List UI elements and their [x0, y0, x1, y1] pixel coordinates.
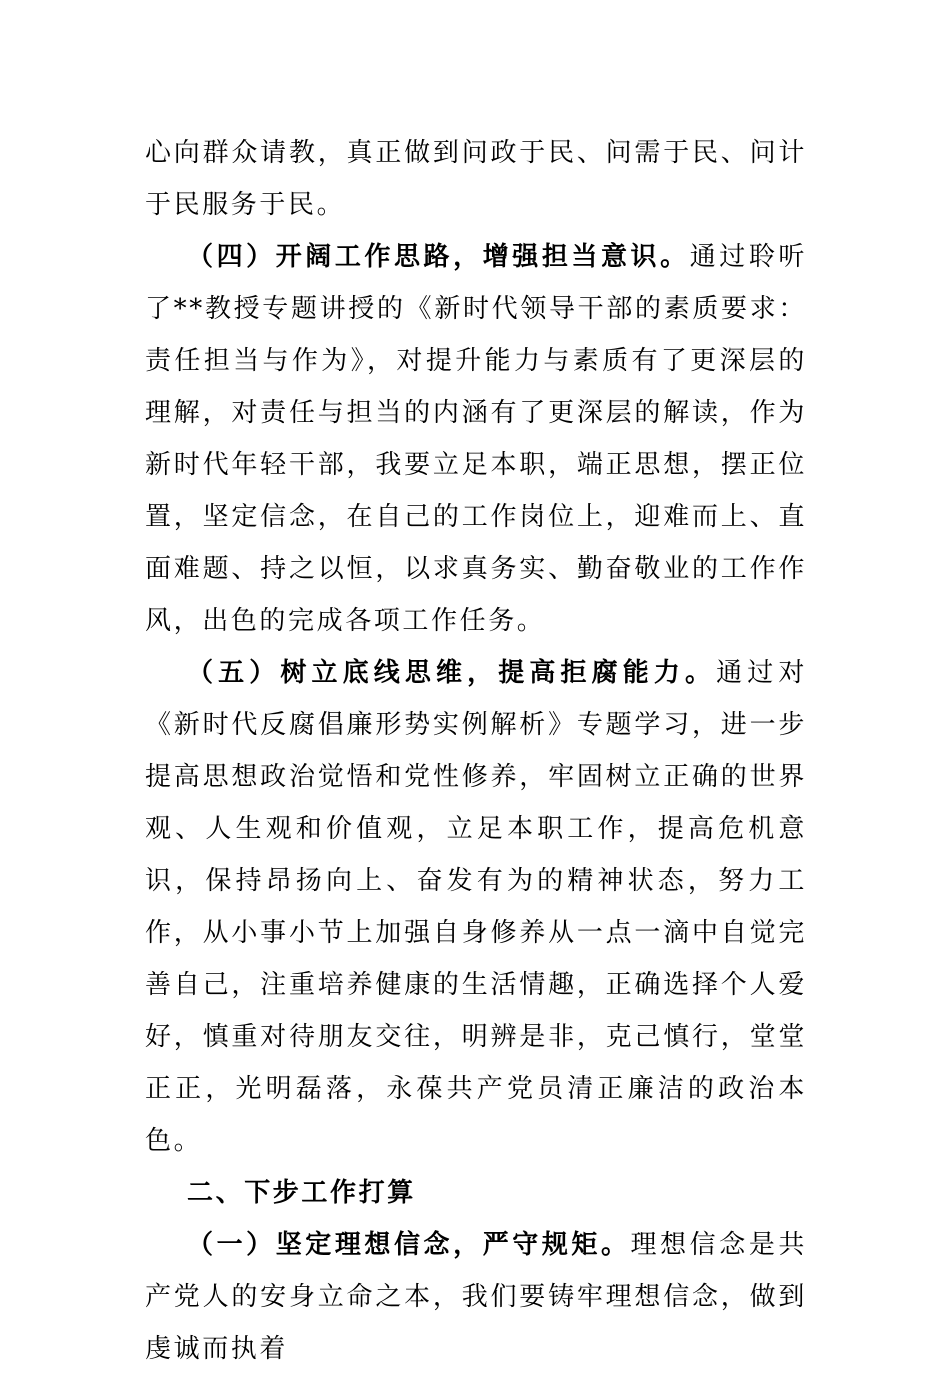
paragraph-text: 通过聆听了**教授专题讲授的《新时代领导干部的素质要求：责任担当与作为》，对提升能力与素质有了更深层的理解，对责任与担当的内涵有了更深层的解读，作为新时代年轻干部，我要立足本职，端正思想，摆正位置，坚定信念，在自己的工作岗位上，迎难而上、直面难题、持之以恒，以求真务实、勤奋敬业的工作作风，出色的完成各项工作任务。	[145, 242, 807, 636]
paragraph-five	[145, 647, 807, 1167]
paragraph-text: 理想信念是共产党人的安身立命之本，我们要铸牢理想信念，做到虔诚而执着	[145, 1230, 807, 1364]
paragraph-heading: （五）树立底线思维，提高拒腐能力。	[187, 658, 717, 688]
paragraph-heading: （一）坚定理想信念，严守规矩。	[187, 1230, 631, 1260]
paragraph-one	[145, 1219, 807, 1375]
section-title: 二、下步工作打算	[187, 1178, 416, 1208]
paragraph-continued	[145, 127, 807, 231]
paragraph-text: 通过对《新时代反腐倡廉形势实例解析》专题学习，进一步提高思想政治觉悟和党性修养，牢固树立正确的世界观、人生观和价值观，立足本职工作，提高危机意识，保持昂扬向上、奋发有为的精神状态，努力工作，从小事小节上加强自身修养从一点一滴中自觉完善自己，注重培养健康的生活情趣，正确选择个人爱好，慎重对待朋友交往，明辨是非，克己慎行，堂堂正正，光明磊落，永葆共产党员清正廉洁的政治本色。	[145, 658, 807, 1156]
paragraph-four	[145, 231, 807, 647]
document-body	[145, 127, 807, 1375]
paragraph-heading: （四）开阔工作思路，增强担当意识。	[187, 242, 690, 272]
paragraph-text: 心向群众请教，真正做到问政于民、问需于民、问计于民服务于民。	[145, 138, 807, 220]
